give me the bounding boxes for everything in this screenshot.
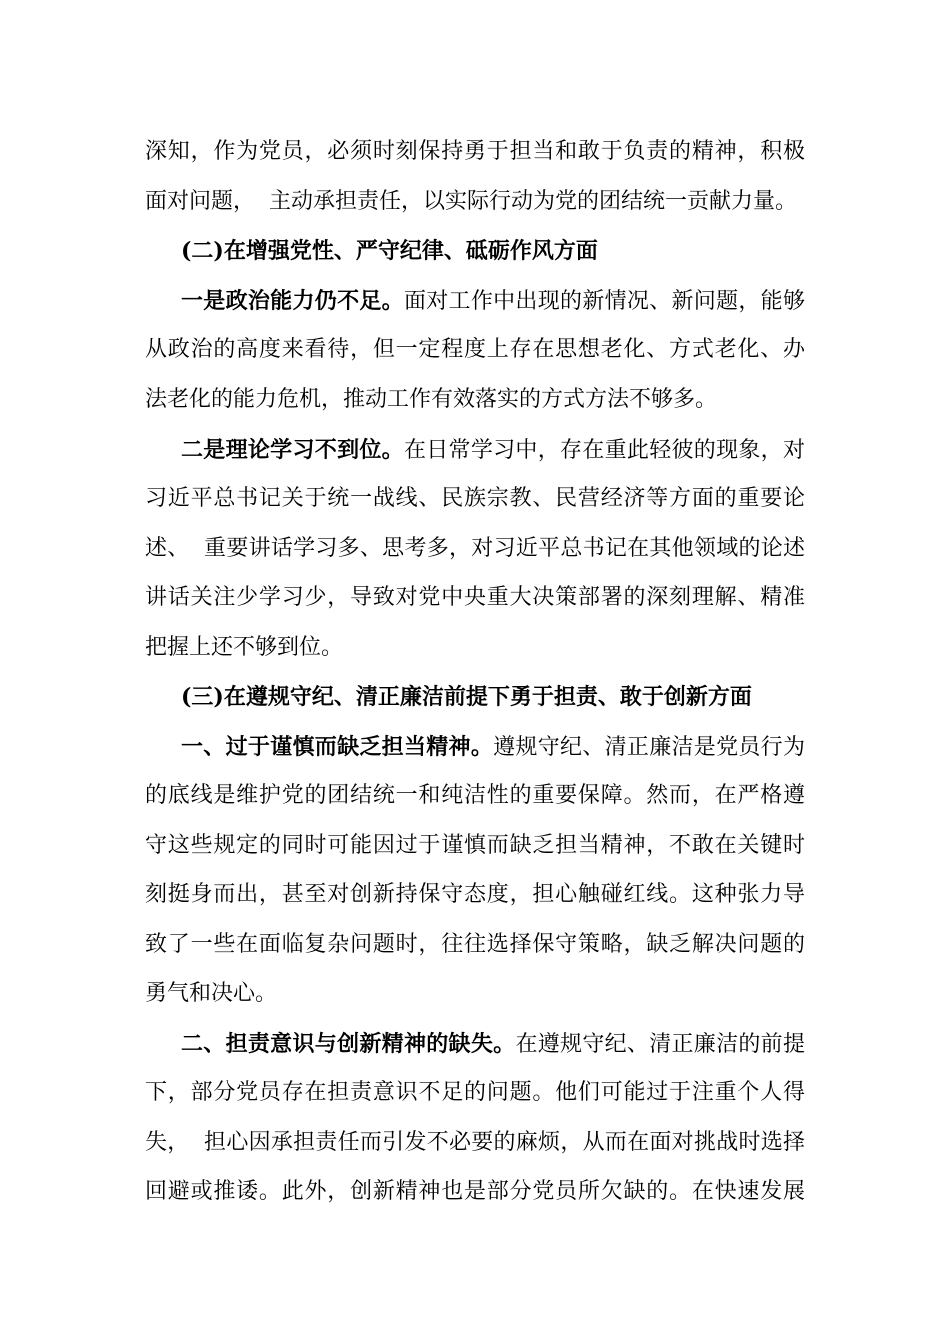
item-heading: 二是理论学习不到位。 bbox=[181, 437, 404, 463]
text-run: 讲话关注少学习少，导致对党中央重大决策部署的深刻理解、精准 bbox=[145, 585, 805, 610]
paragraph-line bbox=[145, 529, 805, 569]
text-run: 在遵规守纪、清正廉洁的前提 bbox=[515, 1032, 805, 1057]
paragraph-line bbox=[181, 281, 805, 321]
text-run: 勇气和决心。 bbox=[145, 981, 278, 1006]
text-run: 致了一些在面临复杂问题时，往往选择保守策略，缺乏解决问题的 bbox=[145, 932, 805, 957]
paragraph-line bbox=[145, 380, 805, 420]
text-run: 守这些规定的同时可能因过于谨慎而缺乏担当精神，不敢在关键时 bbox=[145, 833, 805, 858]
paragraph-line bbox=[145, 182, 805, 222]
paragraph-line bbox=[145, 1123, 805, 1163]
section-heading bbox=[181, 677, 805, 717]
text-run: 回避或推诿。此外，创新精神也是部分党员所欠缺的。在快速发展 bbox=[145, 1179, 805, 1204]
paragraph-line bbox=[145, 578, 805, 618]
paragraph-line bbox=[145, 330, 805, 370]
paragraph-line bbox=[181, 727, 805, 767]
text-run: 习近平总书记关于统一战线、民族宗教、民营经济等方面的重要论 bbox=[145, 486, 805, 511]
text-run: 遵规守纪、清正廉洁是党员行为 bbox=[493, 735, 805, 760]
text-run: 的底线是维护党的团结统一和纯洁性的重要保障。然而，在严格遵 bbox=[145, 783, 805, 808]
text-run: 在日常学习中，存在重此轻彼的现象，对 bbox=[403, 438, 805, 463]
text-run: 从政治的高度来看待，但一定程度上存在思想老化、方式老化、办 bbox=[145, 337, 805, 362]
paragraph-line bbox=[145, 826, 805, 866]
paragraph-line bbox=[145, 776, 805, 816]
text-run: 面对问题， 主动承担责任，以实际行动为党的团结统一贡献力量。 bbox=[145, 189, 797, 214]
heading-text: (二)在增强党性、严守纪律、砥砺作风方面 bbox=[181, 238, 598, 264]
text-run: 失， 担心因承担责任而引发不必要的麻烦，从而在面对挑战时选择 bbox=[145, 1130, 805, 1155]
item-heading: 一是政治能力仍不足。 bbox=[181, 288, 404, 314]
text-run: 下，部分党员存在担责意识不足的问题。他们可能过于注重个人得 bbox=[145, 1080, 805, 1105]
paragraph-line bbox=[145, 974, 805, 1014]
text-run: 法老化的能力危机，推动工作有效落实的方式方法不够多。 bbox=[145, 387, 718, 412]
text-run: 刻挺身而出，甚至对创新持保守态度，担心触碰红线。这种张力导 bbox=[145, 882, 805, 907]
paragraph-line bbox=[181, 1024, 805, 1064]
paragraph-line bbox=[145, 628, 805, 668]
text-run: 述、 重要讲话学习多、思考多，对习近平总书记在其他领域的论述 bbox=[145, 536, 805, 561]
paragraph-line bbox=[145, 132, 805, 172]
paragraph-line bbox=[145, 479, 805, 519]
heading-text: (三)在遵规守纪、清正廉洁前提下勇于担责、敢于创新方面 bbox=[181, 684, 752, 710]
item-heading: 一、过于谨慎而缺乏担当精神。 bbox=[181, 734, 494, 760]
paragraph-line bbox=[145, 875, 805, 915]
paragraph-line bbox=[145, 1073, 805, 1113]
text-run: 面对工作中出现的新情况、新问题，能够 bbox=[403, 289, 805, 314]
paragraph-line bbox=[181, 430, 805, 470]
paragraph-line bbox=[145, 1172, 805, 1212]
section-heading bbox=[181, 231, 805, 271]
item-heading: 二、担责意识与创新精神的缺失。 bbox=[181, 1031, 516, 1057]
paragraph-line bbox=[145, 925, 805, 965]
text-run: 深知，作为党员，必须时刻保持勇于担当和敢于负责的精神，积极 bbox=[145, 139, 805, 164]
text-run: 把握上还不够到位。 bbox=[145, 635, 344, 660]
